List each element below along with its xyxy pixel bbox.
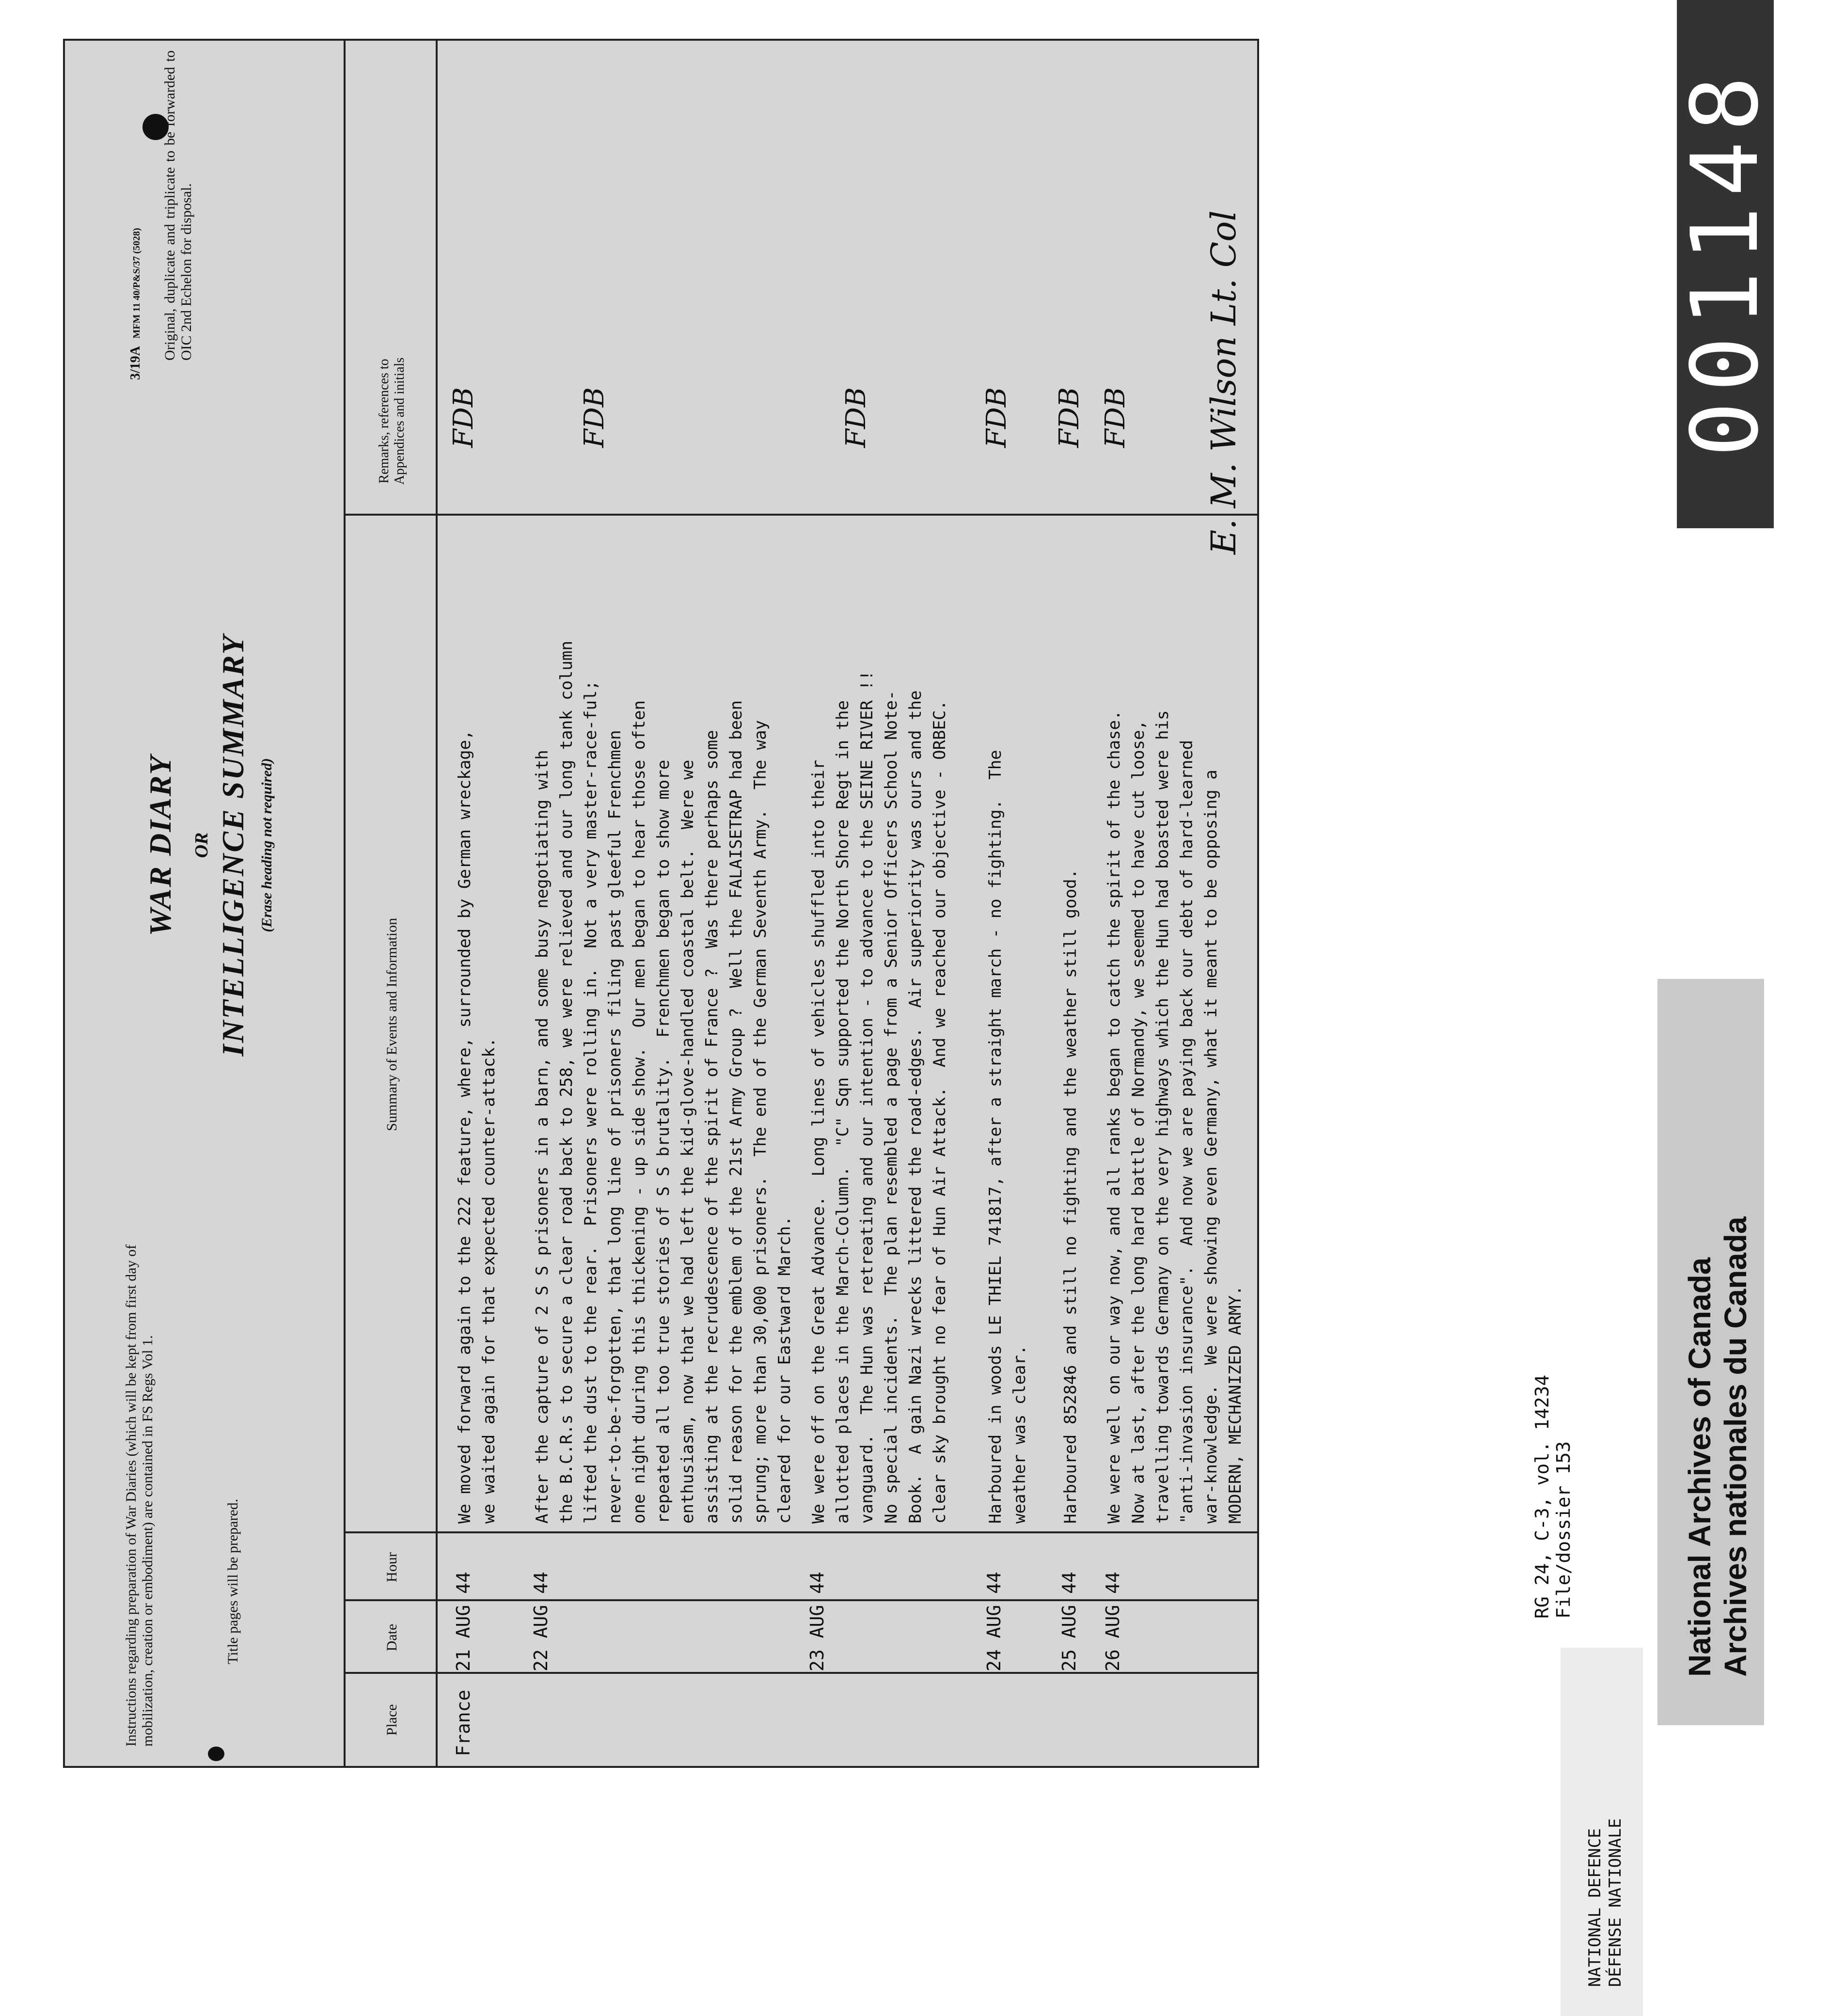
- entry-date: 23 AUG 44: [806, 1572, 828, 1671]
- form-ref-number: 3/19A: [128, 346, 143, 380]
- entry-initials: FDB: [1054, 387, 1085, 448]
- entry-date: 22 AUG 44: [530, 1572, 552, 1671]
- reference-line-2: File/dossier 153: [1553, 1441, 1574, 1619]
- entry-initials: FDB: [840, 387, 872, 448]
- archive-reference: [1531, 998, 1619, 1628]
- col-header-date: Date: [384, 1623, 400, 1652]
- entry-date: 21 AUG 44: [453, 1572, 474, 1671]
- page-content: [65, 41, 1257, 1766]
- entry-summary: We moved forward again to the 222 feature, where, surrounded by German wreckage, we waited again for that expected counter-attack.: [455, 730, 499, 1524]
- signature: E. M. Wilson Lt. Col: [1204, 210, 1244, 554]
- stamp-number-text: 001148: [1672, 66, 1779, 457]
- entry-date: 24 AUG 44: [983, 1572, 1005, 1671]
- col-header-summary: Summary of Events and Information: [384, 918, 400, 1131]
- form-reference: [128, 228, 143, 380]
- archive-name-en: National Archives of Canada: [1682, 1257, 1717, 1677]
- archive-label: [1653, 989, 1798, 1716]
- erase-heading-note: (Erase heading not required): [259, 758, 275, 932]
- entry-initials: FDB: [579, 387, 610, 448]
- entry-summary: Harboured in woods LE THIEL 741817, after a straight march - no fighting. The weather was clear.: [986, 750, 1029, 1524]
- entry-date: 26 AUG 44: [1102, 1572, 1123, 1671]
- defence-en: NATIONAL DEFENCE: [1585, 1828, 1605, 1987]
- national-defence-label: [1565, 1667, 1643, 1997]
- title-or: OR: [191, 832, 212, 858]
- col-rule-1: [344, 1672, 1257, 1674]
- entry-place: France: [453, 1689, 474, 1756]
- col-header-remarks: Remarks, references to Appendices and initials: [377, 357, 407, 485]
- title-war-diary: WAR DIARY: [143, 754, 177, 936]
- table-top-rule: [344, 41, 346, 1766]
- instructions-text: Instructions regarding preparation of War Diaries (which will be kept from first day of mobilization, creation or embodiment) are contained in FS Regs Vol 1.: [123, 1244, 156, 1747]
- stamp-number: [1672, 29, 1779, 494]
- reference-line-1: RG 24, C-3, vol. 14234: [1531, 1374, 1553, 1619]
- col-rule-3: [344, 1531, 1257, 1533]
- title-intelligence-summary: INTELLIGENCE SUMMARY: [216, 634, 250, 1056]
- defence-fr: DÉFENSE NATIONALE: [1606, 1818, 1625, 1987]
- archive-name-fr: Archives nationales du Canada: [1718, 1216, 1753, 1677]
- entry-initials: FDB: [981, 387, 1012, 448]
- entry-summary: After the capture of 2 S S prisoners in a barn, and some busy negotiating with the B.C.R.s to secure a clear road back to 258, we were relieved and our long tank column lifted the dust to the rear. Prisoners were rolling in. Not a very master-race-ful; never-to-be-forgotten, that long line of prisoners filing past gleeful Frenchmen one night during this thickening - up side show. Our men began to hear those often repeated all too true stories of S S brutality. Frenchmen began to show more enthusiasm, now that we had left the kid-glove-handled coastal belt. Were we assisting at the recrudescence of the spirit of France ? Was there perhaps some solid reason for the emblem of the 21st Army Group ? Well the FALAISETRAP had been sprung; more than 30,000 prisoners. The end of the German Seventh Army. The way cleared for our Eastward March.: [533, 641, 794, 1524]
- entry-initials: FDB: [448, 387, 479, 448]
- entry-summary: We were well on our way now, and all ranks began to catch the spirit of the chase. Now at last, after the long hard battle of Normandy, we seemed to have cut loose, travelling towards Germany on the very highways which the Hun had boasted were his "anti-invasion insurance". And now we are paying back our debt of hard-learned war-knowledge. We were showing even Germany, what it meant to be opposing a MODERN, MECHANIZED ARMY.: [1104, 710, 1245, 1524]
- col-header-place: Place: [384, 1704, 400, 1736]
- title-pages-note: Title pages will be prepared.: [225, 1498, 241, 1664]
- entry-initials: FDB: [1100, 387, 1131, 448]
- punch-mark: [208, 1747, 224, 1761]
- diary-sheet: [63, 39, 1259, 1768]
- entry-date: 25 AUG 44: [1058, 1572, 1080, 1671]
- col-rule-4: [344, 514, 1257, 516]
- entry-summary: Harboured 852846 and still no fighting and the weather still good.: [1061, 868, 1080, 1524]
- entry-summary: We were off on the Great Advance. Long lines of vehicles shuffled into their allotted places in the March-Column. "C" Sqn supported the North Shore Regt in the vanguard. The Hun was retreating and our intention - to advance to the SEINE RIVER !! No special incidents. The plan resembled a page from a Senior Officers School Note- Book. A gain Nazi wrecks littered the road-edges. Air superiority was ours and the clear sky brought no fear of Hun Air Attack. And we reached our objective - ORBEC.: [809, 670, 949, 1524]
- form-ref-small: MFM 11 40/P&S/37 (5028): [131, 228, 142, 339]
- col-header-hour: Hour: [384, 1552, 400, 1582]
- distribution-note: Original, duplicate and triplicate to be forwarded to OIC 2nd Echelon for disposal.: [162, 50, 194, 361]
